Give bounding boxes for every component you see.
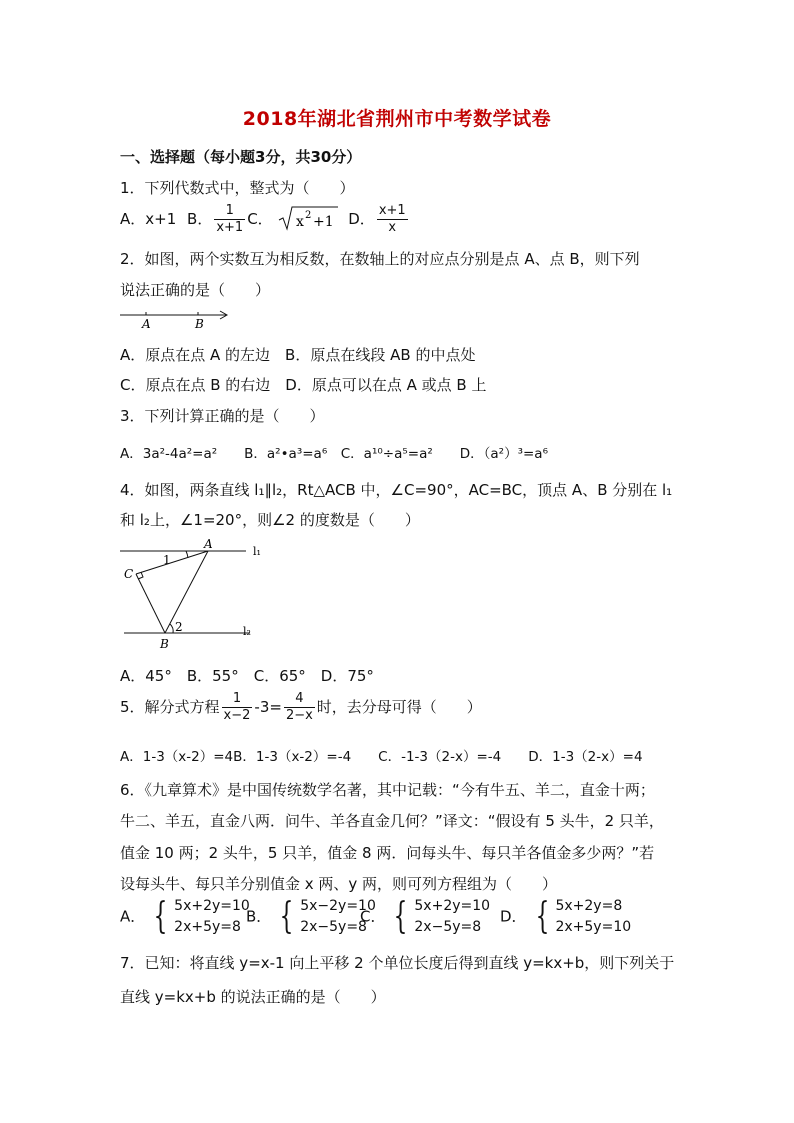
svg-text:x: x <box>296 213 305 230</box>
vertex-b-label: B <box>160 637 169 651</box>
question-2-options-line1: A．原点在点 A 的左边 B．原点在线段 AB 的中点处 <box>120 346 476 364</box>
question-6-options <box>120 896 631 938</box>
vertex-a-label: A <box>204 537 213 551</box>
q6-option-c: C． { 5x+2y=10 2x−5y=8 <box>360 896 491 937</box>
q1-option-c-sqrt <box>277 204 339 236</box>
q5-stem-middle: -3= <box>254 698 282 716</box>
q1-option-d-fraction: $\frac{x+1}{x}$ <box>378 203 406 235</box>
question-5-stem <box>120 691 482 724</box>
question-2-stem-line2: 说法正确的是（ ） <box>120 281 271 299</box>
question-4-options: A．45° B．55° C．65° D．75° <box>120 667 374 685</box>
q5-stem-suffix: 时，去分母可得（ ） <box>316 698 482 716</box>
question-4-stem-line2: 和 l₂上，∠1=20°，则∠2 的度数是（ ） <box>120 511 420 529</box>
question-3-options: A．3a²-4a²=a² B．a²•a³=a⁶ C．a¹⁰÷a⁵=a² D．（a²）³=a⁶ <box>120 446 548 462</box>
q5-fraction-1: $\frac{1}{x-2}$ <box>223 691 251 723</box>
question-4-stem-line1: 4．如图，两条直线 l₁∥l₂，Rt△ACB 中，∠C=90°，AC=BC，顶点 A、B 分别在 l₁ <box>120 481 673 499</box>
angle-1-label: 1 <box>163 553 171 567</box>
question-5-options: A．1-3（x-2）=4B．1-3（x-2）=-4 C．-1-3（2-x）=-4 D．1-3（2-x）=4 <box>120 749 643 765</box>
line-l1-label: l₁ <box>253 545 261 558</box>
question-6-line2: 牛二、羊五，直金八两．问牛、羊各直金几何？”译文：“假设有 5 头牛，2 只羊， <box>120 812 664 830</box>
q1-option-a: A．x+1 <box>120 210 177 228</box>
vertex-c-label: C <box>124 567 134 581</box>
question-2-options-line2: C．原点在点 B 的右边 D．原点可以在点 A 或点 B 上 <box>120 376 487 394</box>
point-a-label: A <box>142 317 151 331</box>
question-6-line4: 设每头牛、每只羊分别值金 x 两、y 两，则可列方程组为（ ） <box>120 875 558 893</box>
triangle-figure <box>118 536 268 654</box>
q1-option-d-label: D． <box>348 210 375 228</box>
page-title: 2018年湖北省荆州市中考数学试卷 <box>242 108 552 130</box>
q6-option-d: D． { 5x+2y=8 2x+5y=10 <box>500 896 632 937</box>
q1-option-b-label: B． <box>187 210 213 228</box>
q6-option-b: B． { 5x−2y=10 2x−5y=8 <box>246 896 376 937</box>
line-l2-label: l₂ <box>243 625 251 638</box>
question-3-stem: 3．下列计算正确的是（ ） <box>120 407 325 425</box>
number-line-figure <box>118 306 233 332</box>
q1-option-c-label: C． <box>247 210 273 228</box>
question-1-stem: 1．下列代数式中，整式为（ ） <box>120 179 355 197</box>
question-6-line3: 值金 10 两；2 头牛，5 只羊，值金 8 两．问每头牛、每只羊各值金多少两？”若 <box>120 844 655 862</box>
q1-option-b-fraction: $\frac{1}{x+1}$ <box>216 203 244 235</box>
svg-text:2: 2 <box>305 209 312 221</box>
question-6-line1: 6．《九章算术》是中国传统数学名著，其中记载：“今有牛五、羊二，直金十两； <box>120 781 655 799</box>
question-7-line1: 7．已知：将直线 y=x-1 向上平移 2 个单位长度后得到直线 y=kx+b，则下列关于 <box>120 954 675 972</box>
q5-stem-prefix: 5．解分式方程 <box>120 698 220 716</box>
q6-option-a: A． { 5x+2y=10 2x+5y=8 <box>120 896 250 937</box>
q5-fraction-2: $\frac{4}{2-x}$ <box>285 691 313 723</box>
question-1-options <box>120 203 410 236</box>
point-b-label: B <box>195 317 204 331</box>
svg-text:+1: +1 <box>313 213 335 230</box>
angle-2-label: 2 <box>175 620 183 634</box>
question-7-line2: 直线 y=kx+b 的说法正确的是（ ） <box>120 988 386 1006</box>
section-heading: 一、选择题（每小题3分，共30分） <box>120 148 362 166</box>
question-2-stem-line1: 2．如图，两个实数互为相反数，在数轴上的对应点分别是点 A、点 B，则下列 <box>120 250 640 268</box>
